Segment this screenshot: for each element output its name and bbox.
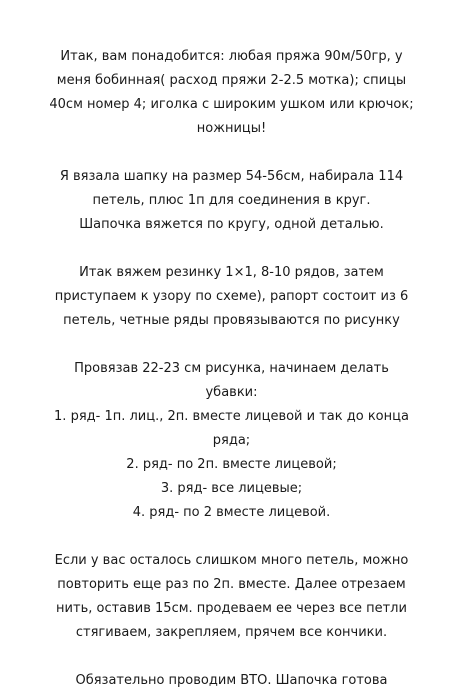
text-line: 40см номер 4; иголка с широким ушком или крючок; xyxy=(49,97,414,112)
text-line: Обязательно проводим ВТО. Шапочка готова xyxy=(75,673,388,688)
paragraph-decreases xyxy=(8,357,455,525)
text-line: Итак, вам понадобится: любая пряжа 90м/50гр, у xyxy=(60,49,403,64)
text-line: ножницы! xyxy=(196,121,267,136)
text-line: 3. ряд- все лицевые; xyxy=(160,481,303,496)
text-line: Провязав 22-23 см рисунка, начинаем делать xyxy=(74,361,389,376)
text-line: Я вязала шапку на размер 54-56см, набирала 114 xyxy=(59,169,404,184)
text-line: Шапочка вяжется по кругу, одной деталью. xyxy=(79,217,384,232)
text-line: петель, плюс 1п для соединения в круг. xyxy=(92,193,371,208)
text-line: убавки: xyxy=(205,385,258,400)
text-line: ряда; xyxy=(212,433,251,448)
text-line: петель, четные ряды провязываются по рисунку xyxy=(63,313,400,328)
text-line: меня бобинная( расход пряжи 2-2.5 мотка); спицы xyxy=(56,73,407,88)
text-line: 2. ряд- по 2п. вместе лицевой; xyxy=(126,457,337,472)
paragraph-materials xyxy=(8,45,455,141)
text-line: 1. ряд- 1п. лиц., 2п. вместе лицевой и так до конца xyxy=(54,409,409,424)
text-line: стягиваем, закрепляем, прячем все кончики. xyxy=(75,625,388,640)
paragraph-ribbing xyxy=(8,261,455,333)
text-line: повторить еще раз по 2п. вместе. Далее отрезаем xyxy=(57,577,406,592)
text-line: Если у вас осталось слишком много петель, можно xyxy=(54,553,409,568)
text-line: приступаем к узору по схеме), рапорт состоит из 6 xyxy=(54,289,409,304)
text-line: Итак вяжем резинку 1×1, 8-10 рядов, затем xyxy=(79,265,384,280)
text-line: нить, оставив 15см. продеваем ее через все петли xyxy=(56,601,407,616)
text-line: 4. ряд- по 2 вместе лицевой. xyxy=(132,505,331,520)
paragraph-final xyxy=(8,669,455,693)
paragraph-finishing xyxy=(8,549,455,645)
paragraph-size xyxy=(8,165,455,237)
